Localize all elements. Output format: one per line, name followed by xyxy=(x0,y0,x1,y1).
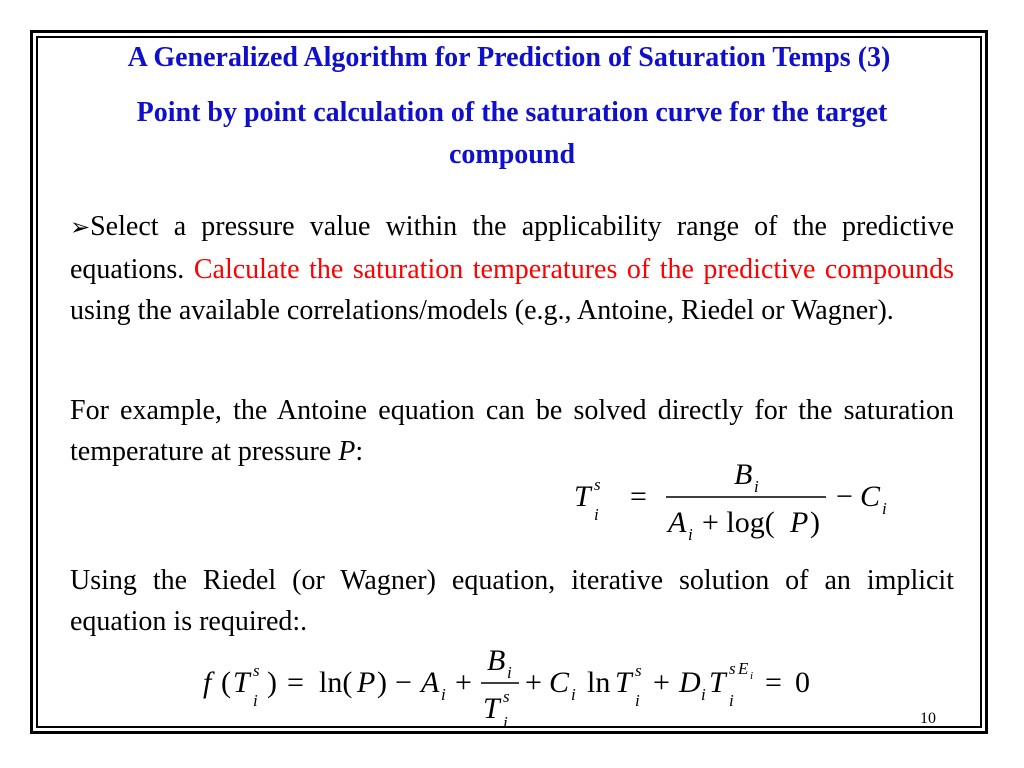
eq-symbol: C xyxy=(860,480,881,513)
eq-text: ) xyxy=(267,666,277,699)
eq-text: ) xyxy=(377,666,387,699)
eq-superscript: E xyxy=(738,659,749,678)
eq-subscript: i xyxy=(729,691,734,710)
eq-superscript: s xyxy=(594,475,601,494)
eq-symbol: A xyxy=(668,506,687,539)
paragraph-text: For example, the Antoine equation can be solved directly for the saturation temperature at pressure xyxy=(70,395,954,467)
eq-subscript: i xyxy=(253,691,258,710)
eq-text: ln( xyxy=(319,666,353,699)
eq-operator: = xyxy=(287,666,304,699)
eq-subscript: i xyxy=(701,685,706,704)
eq-symbol: f xyxy=(203,666,212,699)
slide-subtitle: Point by point calculation of the saturation curve for the target compound xyxy=(136,97,888,170)
eq-text: ( xyxy=(221,666,231,699)
eq-symbol: B xyxy=(734,458,753,491)
eq-number: 0 xyxy=(795,666,810,699)
eq-subscript: i xyxy=(571,685,576,704)
eq-symbol: C xyxy=(549,666,570,699)
eq-symbol: T xyxy=(709,666,726,699)
eq-subscript: i xyxy=(594,505,599,524)
eq-symbol: T xyxy=(574,480,591,513)
eq-symbol: P xyxy=(790,506,809,539)
eq-text: ) xyxy=(810,506,820,539)
eq-subscript: i xyxy=(750,670,754,682)
eq-symbol: T xyxy=(615,666,632,699)
eq-superscript: s xyxy=(635,661,642,680)
paragraph-text: using the available correlations/models (e.g., Antoine, Riedel or Wagner). xyxy=(70,295,894,326)
antoine-equation xyxy=(568,444,908,544)
eq-operator: = xyxy=(765,666,782,699)
eq-subscript: i xyxy=(503,713,508,732)
eq-superscript: s xyxy=(729,659,736,678)
eq-operator: − xyxy=(395,666,412,699)
eq-superscript: s xyxy=(253,661,260,680)
riedel-paragraph: Using the Riedel (or Wagner) equation, iterative solution of an implicit equation is required:. xyxy=(70,565,954,637)
riedel-equation xyxy=(195,636,835,732)
eq-subscript: i xyxy=(754,477,759,496)
eq-text: ln xyxy=(587,666,611,699)
eq-symbol: T xyxy=(483,692,500,725)
eq-operator: + xyxy=(455,666,472,699)
slide-title: A Generalized Algorithm for Prediction of Saturation Temps (3) xyxy=(127,42,891,73)
eq-subscript: i xyxy=(688,525,693,544)
pressure-variable: P xyxy=(338,436,356,467)
eq-operator: = xyxy=(630,480,647,513)
eq-subscript: i xyxy=(635,691,640,710)
eq-symbol: B xyxy=(487,644,506,677)
paragraph-text: : xyxy=(355,436,364,467)
eq-superscript: s xyxy=(503,687,510,706)
eq-symbol: P xyxy=(357,666,376,699)
arrow-bullet-icon: ➢ xyxy=(70,215,91,241)
page-number: 10 xyxy=(920,710,936,727)
eq-symbol: D xyxy=(679,666,701,699)
eq-subscript: i xyxy=(441,685,446,704)
eq-text: + log( xyxy=(702,506,775,539)
eq-operator: + xyxy=(653,666,670,699)
eq-symbol: T xyxy=(233,666,250,699)
eq-symbol: A xyxy=(421,666,440,699)
highlighted-text: Calculate the saturation temperatures of the predictive compounds xyxy=(193,254,954,285)
eq-subscript: i xyxy=(507,663,512,682)
eq-subscript: i xyxy=(882,499,887,518)
eq-operator: + xyxy=(525,666,542,699)
paragraph-text: Select a pressure value within the applicability range of the predictive equations. xyxy=(70,211,954,285)
bullet-paragraph xyxy=(70,206,954,331)
eq-operator: − xyxy=(836,480,853,513)
